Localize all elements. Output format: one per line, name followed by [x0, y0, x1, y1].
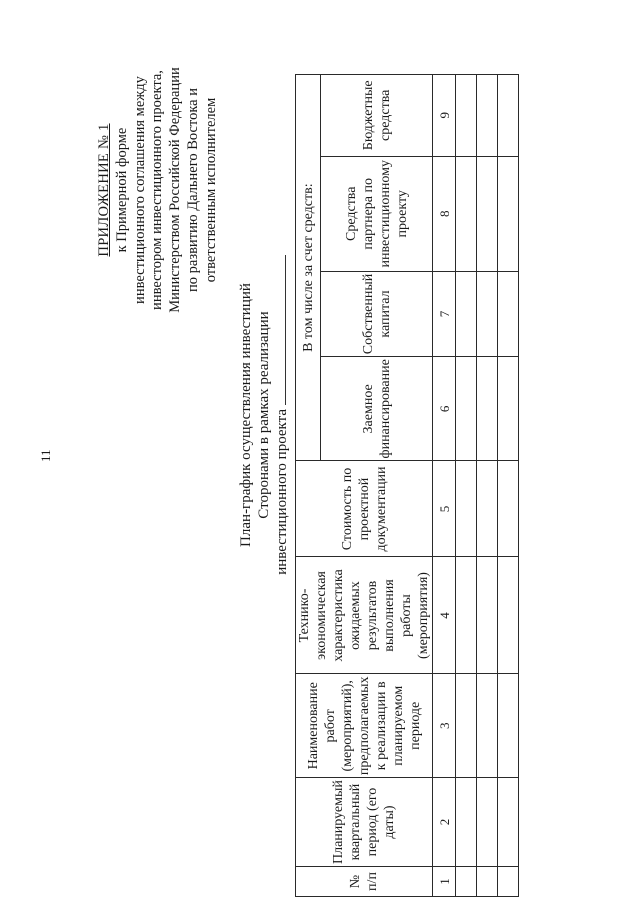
heading-line: Сторонами в рамках реализации — [255, 311, 272, 519]
header-row — [296, 74, 321, 896]
project-name-blank — [274, 255, 286, 405]
heading-line: План-график осуществления инвестиций — [238, 283, 254, 547]
table-cell — [498, 778, 519, 867]
header-cell: Планируемый квартальный период (его даты) — [296, 778, 433, 867]
table-cell — [477, 778, 498, 867]
table-cell — [477, 557, 498, 674]
table-cell — [456, 867, 477, 897]
heading-line — [274, 125, 292, 705]
column-number: 9 — [433, 74, 456, 156]
table-row — [456, 74, 477, 896]
header-cell: Бюджетные средства — [321, 74, 433, 156]
table-cell — [456, 557, 477, 674]
table-cell — [456, 778, 477, 867]
table-cell — [477, 156, 498, 271]
column-number: 8 — [433, 156, 456, 271]
page-number: 11 — [38, 449, 53, 462]
table-cell — [456, 461, 477, 557]
table-cell — [498, 461, 519, 557]
table-cell — [498, 74, 519, 156]
appendix-line: к Примерной форме — [113, 127, 130, 253]
appendix-line: инвестиционного соглашения между — [131, 76, 148, 304]
appendix-title: ПРИЛОЖЕНИЕ № 1 — [96, 123, 112, 257]
header-cell: Стоимость по проектной документации — [296, 461, 433, 557]
table-cell — [477, 74, 498, 156]
table-cell — [477, 461, 498, 557]
header-cell: Технико-экономическая характеристика ожидаемых результатов выполнения работы (мероприятия) — [296, 557, 433, 674]
header-cell: № п/п — [296, 867, 433, 897]
column-number: 3 — [433, 674, 456, 778]
table-cell — [477, 357, 498, 461]
header-cell: Собственный капитал — [321, 271, 433, 356]
table-cell — [498, 156, 519, 271]
column-number: 7 — [433, 271, 456, 356]
column-number: 6 — [433, 357, 456, 461]
column-number: 1 — [433, 867, 456, 897]
table-cell — [477, 674, 498, 778]
table-cell — [477, 867, 498, 897]
table-cell — [498, 557, 519, 674]
heading-project-label: инвестиционного проекта — [273, 408, 290, 575]
appendix-line: ответственным исполнителем — [202, 97, 219, 283]
table-cell — [456, 674, 477, 778]
column-number-row — [433, 74, 456, 896]
appendix-line: инвестором инвестиционного проекта, — [149, 70, 166, 310]
table-cell — [498, 867, 519, 897]
investment-schedule-table — [295, 74, 519, 897]
table-cell — [456, 357, 477, 461]
table-cell — [456, 156, 477, 271]
table-cell — [456, 74, 477, 156]
header-group-cell: В том числе за счет средств: — [296, 74, 321, 461]
document-heading — [238, 125, 291, 705]
header-cell: Средства партнера по инвестиционному проекту — [321, 156, 433, 271]
table-cell — [477, 271, 498, 356]
appendix-line: по развитию Дальнего Востока и — [184, 88, 201, 292]
appendix-line: Министерством Российской Федерации — [167, 67, 184, 313]
appendix-block — [96, 55, 221, 325]
header-cell: Наименование работ (мероприятий), предполагаемых к реализации в планируемом периоде — [296, 674, 433, 778]
table-row — [477, 74, 498, 896]
header-cell: Заемное финансирование — [321, 357, 433, 461]
column-number: 2 — [433, 778, 456, 867]
column-number: 4 — [433, 557, 456, 674]
table-cell — [498, 271, 519, 356]
table-cell — [498, 357, 519, 461]
table-cell — [498, 674, 519, 778]
column-number: 5 — [433, 461, 456, 557]
table-cell — [456, 271, 477, 356]
table-row — [498, 74, 519, 896]
